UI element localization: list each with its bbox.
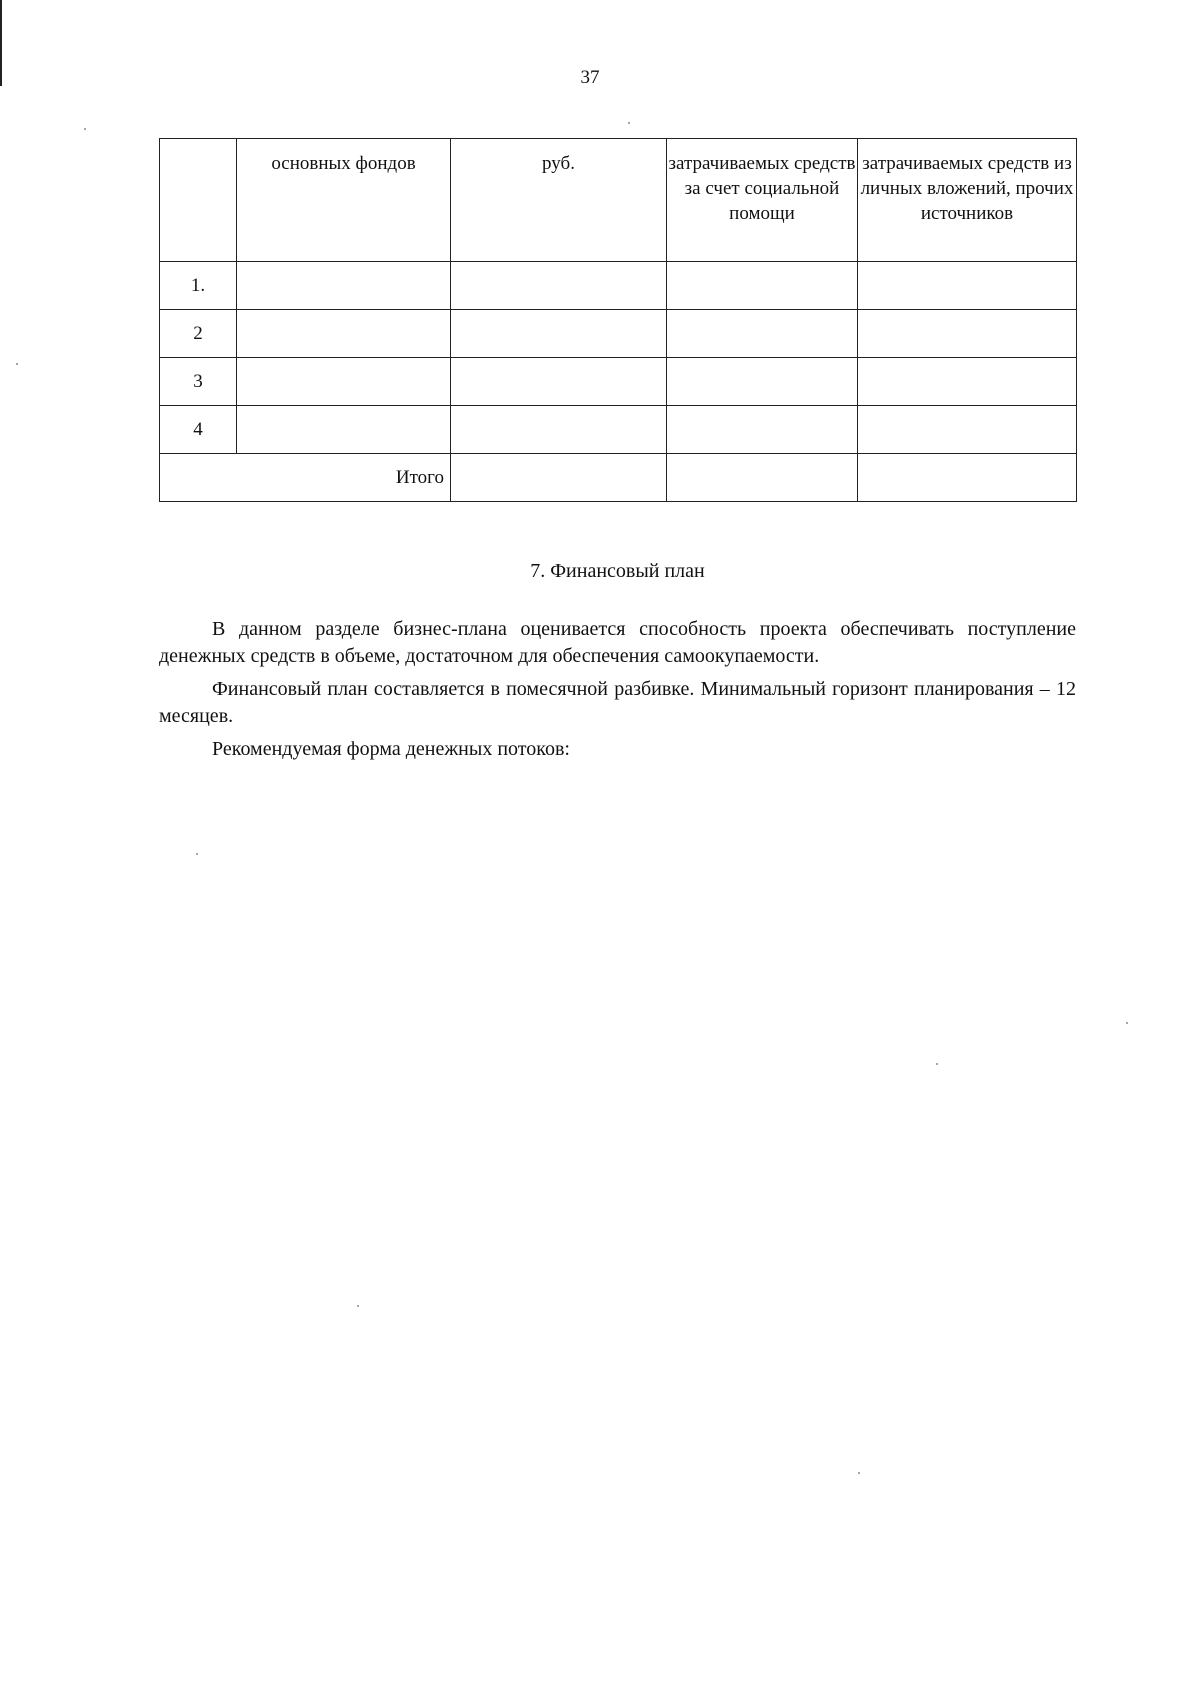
table-cell: [858, 406, 1077, 454]
scan-speck: [357, 1305, 359, 1307]
table-header-row: [160, 139, 1077, 262]
header-cell-number: [160, 139, 237, 262]
header-cell-rub: руб.: [451, 139, 667, 262]
table-cell: [451, 358, 667, 406]
table-cell: [858, 262, 1077, 310]
table-cell: [451, 310, 667, 358]
scan-speck: [16, 363, 18, 365]
table-cell: [237, 358, 451, 406]
table-cell: [237, 406, 451, 454]
scan-speck: [936, 1063, 938, 1065]
header-cell-funds: основных фондов: [237, 139, 451, 262]
page-number: 37: [580, 67, 600, 88]
scan-speck: [628, 122, 630, 124]
table-cell: [237, 310, 451, 358]
table-cell: [667, 406, 858, 454]
row-number-cell: 4: [160, 406, 237, 454]
row-number-cell: 3: [160, 358, 237, 406]
scan-edge-line: [0, 0, 2, 86]
table-row: [160, 406, 1077, 454]
table-cell: [858, 310, 1077, 358]
table-cell: [667, 262, 858, 310]
table-cell: [667, 454, 858, 502]
total-label-cell: Итого: [160, 454, 451, 502]
paragraph-monthly-plan: Финансовый план составляется в помесячной разбивке. Минимальный горизонт планирования – 12 месяцев.: [159, 678, 1076, 727]
row-number-cell: 1.: [160, 262, 237, 310]
table-cell: [667, 358, 858, 406]
table-cell: [667, 310, 858, 358]
row-number-cell: 2: [160, 310, 237, 358]
header-cell-personal-funds: затрачиваемых средств из личных вложений, прочих источников: [858, 139, 1077, 262]
scan-speck: [84, 128, 86, 130]
table-cell: [451, 406, 667, 454]
table-cell: [858, 454, 1077, 502]
table-cell: [237, 262, 451, 310]
scan-speck: [196, 853, 198, 855]
table-total-row: [160, 454, 1077, 502]
table-row: [160, 262, 1077, 310]
paragraph-cash-flow-form: Рекомендуемая форма денежных потоков:: [212, 738, 570, 760]
scan-speck: [858, 1472, 860, 1474]
section-title: 7. Финансовый план: [530, 560, 705, 582]
table-row: [160, 310, 1077, 358]
fixed-assets-table: [159, 138, 1077, 502]
table-cell: [451, 454, 667, 502]
header-cell-social-aid: затрачиваемых средств за счет социальной помощи: [667, 139, 858, 262]
section-body: [159, 616, 1076, 769]
table-cell: [858, 358, 1077, 406]
table-cell: [451, 262, 667, 310]
scan-speck: [1126, 1022, 1128, 1024]
table-row: [160, 358, 1077, 406]
paragraph-intro: В данном разделе бизнес-плана оценивается способность проекта обеспечивать поступление денежных средств в объеме, достаточном для обеспечения самоокупаемости.: [159, 618, 1076, 667]
